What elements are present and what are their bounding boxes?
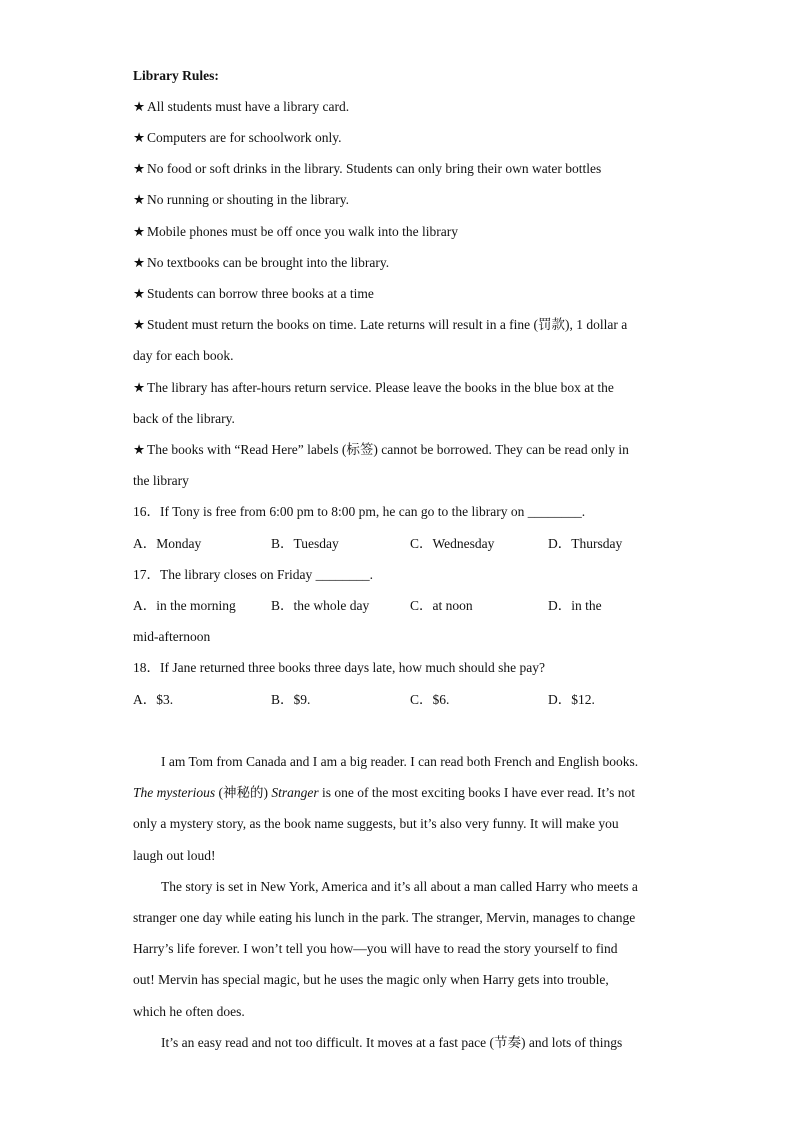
rule-item — [133, 191, 349, 209]
star-icon: ★ — [133, 161, 146, 176]
rule-text: Student must return the books on time. Late returns will result in a fine (罚款), 1 dollar a — [147, 317, 628, 332]
star-icon: ★ — [133, 130, 146, 145]
passage-p2-line: out! Mervin has special magic, but he uses the magic only when Harry gets into trouble, — [133, 972, 609, 987]
question-16-option-c[interactable]: C．Wednesday — [410, 536, 495, 551]
question-18-option-c[interactable]: C．$6. — [410, 692, 450, 707]
rule-text: Computers are for schoolwork only. — [147, 130, 342, 145]
passage-p1-line: I am Tom from Canada and I am a big reader. I can read both French and English books. — [161, 754, 639, 769]
rule-text: No food or soft drinks in the library. Students can only bring their own water bottles — [147, 161, 602, 176]
question-18-option-b[interactable]: B．$9. — [271, 692, 311, 707]
book-title-part: Stranger — [271, 785, 319, 800]
rules-heading: Library Rules: — [133, 68, 219, 83]
star-icon: ★ — [133, 99, 146, 114]
question-18-option-a[interactable]: A．$3. — [133, 692, 174, 707]
rule-text: No textbooks can be brought into the library. — [147, 255, 390, 270]
rule-text: The books with “Read Here” labels (标签) cannot be borrowed. They can be read only in — [147, 442, 629, 457]
passage-p1-line: only a mystery story, as the book name suggests, but it’s also very funny. It will make you — [133, 816, 619, 831]
star-icon: ★ — [133, 286, 146, 301]
rule-text: No running or shouting in the library. — [147, 192, 349, 207]
passage-p3-line: It’s an easy read and not too difficult. It moves at a fast pace (节奏) and lots of things — [161, 1035, 623, 1050]
rule-item — [133, 223, 458, 241]
question-17-option-d-continuation: mid-afternoon — [133, 629, 211, 644]
star-icon: ★ — [133, 192, 146, 207]
star-icon: ★ — [133, 380, 146, 395]
question-18-option-d[interactable]: D．$12. — [548, 692, 595, 707]
rule-text: Mobile phones must be off once you walk into the library — [147, 224, 458, 239]
question-17-option-c[interactable]: C．at noon — [410, 598, 473, 613]
passage-p1-line: laugh out loud! — [133, 848, 216, 863]
passage-p2-line: The story is set in New York, America and it’s all about a man called Harry who meets a — [161, 879, 638, 894]
question-16-option-d[interactable]: D．Thursday — [548, 536, 623, 551]
rule-continuation: the library — [133, 473, 189, 488]
rule-item — [133, 254, 389, 272]
passage-p2-line: Harry’s life forever. I won’t tell you how—you will have to read the story yourself to find — [133, 941, 618, 956]
passage-p2-line: stranger one day while eating his lunch in the park. The stranger, Mervin, manages to change — [133, 910, 636, 925]
question-16-option-b[interactable]: B．Tuesday — [271, 536, 339, 551]
question-17-option-d[interactable]: D．in the — [548, 598, 602, 613]
question-17-stem: 17．The library closes on Friday ________. — [133, 567, 373, 582]
question-17-option-b[interactable]: B．the whole day — [271, 598, 370, 613]
rule-item — [133, 160, 601, 178]
rule-item — [133, 316, 627, 334]
question-16-stem: 16．If Tony is free from 6:00 pm to 8:00 pm, he can go to the library on ________. — [133, 504, 586, 519]
rule-item — [133, 285, 374, 303]
passage-p2-line: which he often does. — [133, 1004, 245, 1019]
rule-continuation: back of the library. — [133, 411, 235, 426]
passage-p1-line — [133, 784, 635, 802]
star-icon: ★ — [133, 317, 146, 332]
book-title-part: The mysterious — [133, 785, 216, 800]
question-16-option-a[interactable]: A．Monday — [133, 536, 202, 551]
rule-text: All students must have a library card. — [147, 99, 350, 114]
question-18-stem: 18．If Jane returned three books three days late, how much should she pay? — [133, 660, 546, 675]
rule-item — [133, 129, 341, 147]
star-icon: ★ — [133, 224, 146, 239]
chinese-gloss: (神秘的) — [215, 785, 272, 800]
passage-text: is one of the most exciting books I have ever read. It’s not — [318, 785, 636, 800]
star-icon: ★ — [133, 442, 146, 457]
rule-item — [133, 98, 349, 116]
question-17-option-a[interactable]: A．in the morning — [133, 598, 236, 613]
rule-text: Students can borrow three books at a time — [147, 286, 374, 301]
star-icon: ★ — [133, 255, 146, 270]
rule-continuation: day for each book. — [133, 348, 234, 363]
rule-item — [133, 441, 629, 459]
rule-text: The library has after-hours return service. Please leave the books in the blue box at the — [147, 380, 614, 395]
rule-item — [133, 379, 614, 397]
